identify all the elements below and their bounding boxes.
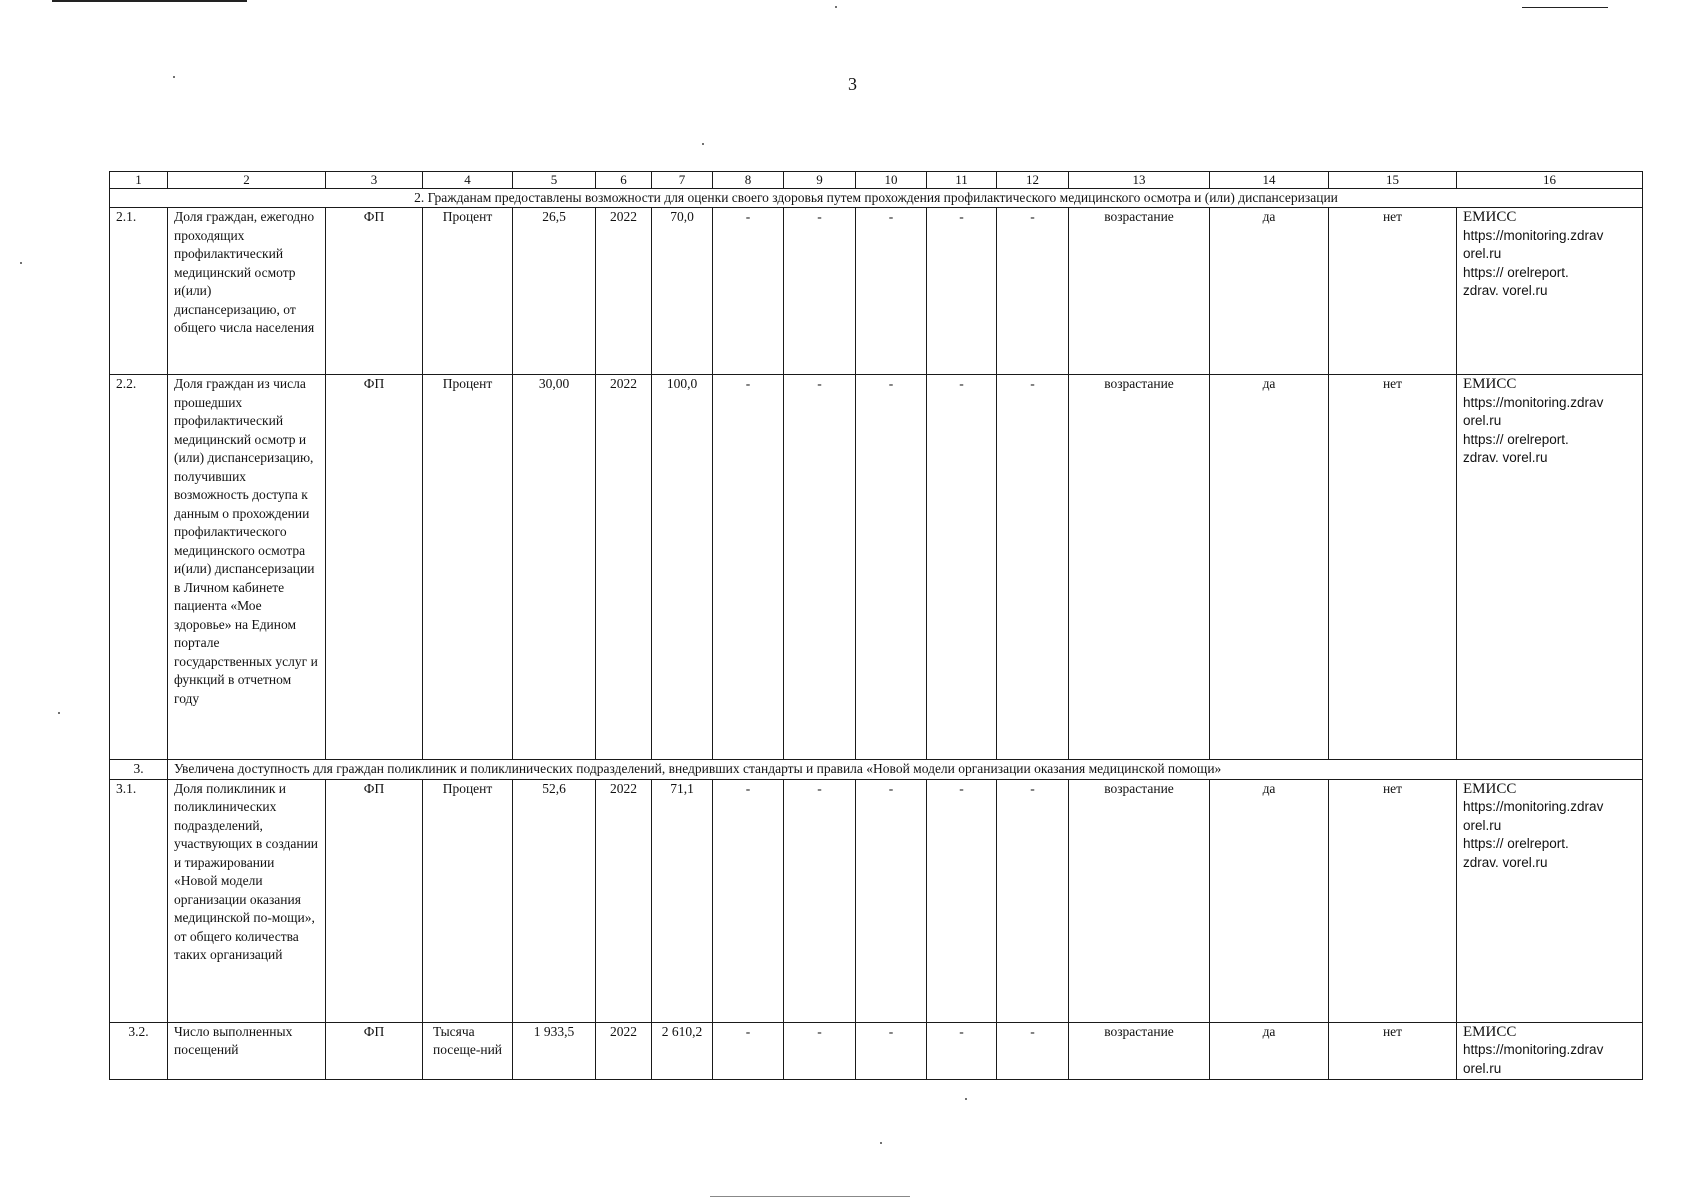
unit: Процент [423, 208, 513, 375]
column-number-header [110, 172, 1643, 189]
cell-10: - [856, 1022, 927, 1079]
base-year: 2022 [596, 375, 652, 760]
source-title: ЕМИСС [1463, 376, 1517, 392]
source-title: ЕМИСС [1463, 780, 1517, 797]
cell-11: - [927, 208, 997, 375]
base-year: 2022 [596, 1022, 652, 1079]
unit: Процент [423, 375, 513, 760]
cell-10: - [856, 208, 927, 375]
indicator-description: Доля граждан из числа прошедших профилактический медицинский осмотр и (или) диспансеризацию, получивших возможность доступа к данным о прохождении профилактического медицинского осмотра и(или) диспансеризации в Личном кабинете пациента «Мое здоровье» на Едином портале государственных услуг и функций в отчетном году [168, 375, 326, 760]
data-source [1457, 779, 1643, 1022]
cell-8: - [713, 208, 784, 375]
col-header: 12 [997, 172, 1069, 189]
table-row [110, 375, 1643, 760]
scan-dot [880, 1142, 882, 1144]
cell-14: да [1210, 375, 1329, 760]
scan-dot [702, 143, 704, 145]
col-header: 15 [1329, 172, 1457, 189]
scan-dot [965, 1098, 967, 1100]
target-value: 71,1 [652, 779, 713, 1022]
cell-9: - [784, 779, 856, 1022]
target-value: 70,0 [652, 208, 713, 375]
col-header: 9 [784, 172, 856, 189]
unit: Процент [423, 779, 513, 1022]
col-header: 7 [652, 172, 713, 189]
source-title: ЕМИСС [1463, 209, 1517, 225]
indicator-description: Доля поликлиник и поликлинических подразделений, участвующих в создании и тиражировании «Новой модели организации оказания медицинской по-мощи», от общего количества таких организаций [168, 779, 326, 1022]
source-link: https://monitoring.zdrav [1463, 1042, 1604, 1057]
trend: возрастание [1069, 375, 1210, 760]
source-link: https:// orelreport. [1463, 431, 1569, 447]
cell-14: да [1210, 1022, 1329, 1079]
data-source [1457, 375, 1643, 760]
scan-line-top-left [52, 0, 247, 2]
cell-8: - [713, 1022, 784, 1079]
data-source [1457, 208, 1643, 375]
cell-11: - [927, 779, 997, 1022]
indicator-description: Доля граждан, ежегодно проходящих профилактический медицинский осмотр и(или) диспансеризацию, от общего числа населения [168, 208, 326, 375]
trend: возрастание [1069, 208, 1210, 375]
source-link: zdrav. vorel.ru [1463, 450, 1548, 465]
table-row [110, 1022, 1643, 1079]
scan-line-top-right [1522, 7, 1608, 8]
indicator-type: ФП [326, 208, 423, 375]
cell-14: да [1210, 779, 1329, 1022]
section-3-row [110, 760, 1643, 780]
scan-dot [58, 712, 60, 714]
scan-dot [835, 6, 837, 8]
col-header: 16 [1457, 172, 1643, 189]
col-header: 2 [168, 172, 326, 189]
base-year: 2022 [596, 208, 652, 375]
cell-15: нет [1329, 375, 1457, 760]
trend: возрастание [1069, 779, 1210, 1022]
row-number: 2.1. [110, 208, 168, 375]
section-3-number: 3. [110, 760, 168, 780]
cell-10: - [856, 375, 927, 760]
cell-8: - [713, 779, 784, 1022]
source-link: zdrav. vorel.ru [1463, 854, 1548, 870]
col-header: 10 [856, 172, 927, 189]
row-number: 2.2. [110, 375, 168, 760]
cell-8: - [713, 375, 784, 760]
cell-15: нет [1329, 779, 1457, 1022]
cell-12: - [997, 375, 1069, 760]
indicator-description: Число выполненных посещений [168, 1022, 326, 1079]
target-value: 100,0 [652, 375, 713, 760]
cell-9: - [784, 1022, 856, 1079]
trend: возрастание [1069, 1022, 1210, 1079]
source-link: orel.ru [1463, 413, 1502, 428]
data-source [1457, 1022, 1643, 1079]
cell-12: - [997, 208, 1069, 375]
indicators-table [109, 171, 1643, 1080]
cell-12: - [997, 779, 1069, 1022]
target-value: 2 610,2 [652, 1022, 713, 1079]
page-number: 3 [848, 74, 857, 94]
base-value: 52,6 [513, 779, 596, 1022]
row-number: 3.2. [110, 1022, 168, 1079]
base-value: 26,5 [513, 208, 596, 375]
indicator-type: ФП [326, 779, 423, 1022]
cell-9: - [784, 375, 856, 760]
col-header: 13 [1069, 172, 1210, 189]
row-number: 3.1. [110, 779, 168, 1022]
source-link: https://monitoring.zdrav [1463, 799, 1604, 814]
source-link: orel.ru [1463, 1060, 1502, 1076]
section-3-title: Увеличена доступность для граждан поликлиник и поликлинических подразделений, внедривших стандарты и правила «Новой модели организации оказания медицинской помощи» [168, 760, 1643, 780]
indicator-type: ФП [326, 1022, 423, 1079]
section-2-row [110, 189, 1643, 208]
cell-15: нет [1329, 208, 1457, 375]
cell-12: - [997, 1022, 1069, 1079]
col-header: 5 [513, 172, 596, 189]
base-year: 2022 [596, 779, 652, 1022]
cell-11: - [927, 1022, 997, 1079]
table-row [110, 208, 1643, 375]
source-title: ЕМИСС [1463, 1023, 1517, 1040]
scan-line-bottom [710, 1196, 910, 1197]
table-row [110, 779, 1643, 1022]
col-header: 4 [423, 172, 513, 189]
indicator-type: ФП [326, 375, 423, 760]
source-link: https://monitoring.zdrav [1463, 394, 1604, 410]
base-value: 30,00 [513, 375, 596, 760]
cell-11: - [927, 375, 997, 760]
cell-15: нет [1329, 1022, 1457, 1079]
col-header: 14 [1210, 172, 1329, 189]
col-header: 1 [110, 172, 168, 189]
col-header: 6 [596, 172, 652, 189]
section-2-title: 2. Гражданам предоставлены возможности для оценки своего здоровья путем прохождения профилактического медицинского осмотра и (или) диспансеризации [110, 189, 1643, 208]
scan-dot [20, 262, 22, 264]
col-header: 11 [927, 172, 997, 189]
cell-9: - [784, 208, 856, 375]
source-link: https:// orelreport. [1463, 836, 1569, 851]
source-link: orel.ru [1463, 246, 1502, 261]
source-link: https:// orelreport. [1463, 264, 1569, 280]
base-value: 1 933,5 [513, 1022, 596, 1079]
unit: Тысяча посеще-ний [423, 1022, 513, 1079]
col-header: 8 [713, 172, 784, 189]
cell-14: да [1210, 208, 1329, 375]
source-link: https://monitoring.zdrav [1463, 227, 1604, 243]
col-header: 3 [326, 172, 423, 189]
source-link: orel.ru [1463, 817, 1502, 833]
cell-10: - [856, 779, 927, 1022]
source-link: zdrav. vorel.ru [1463, 283, 1548, 298]
